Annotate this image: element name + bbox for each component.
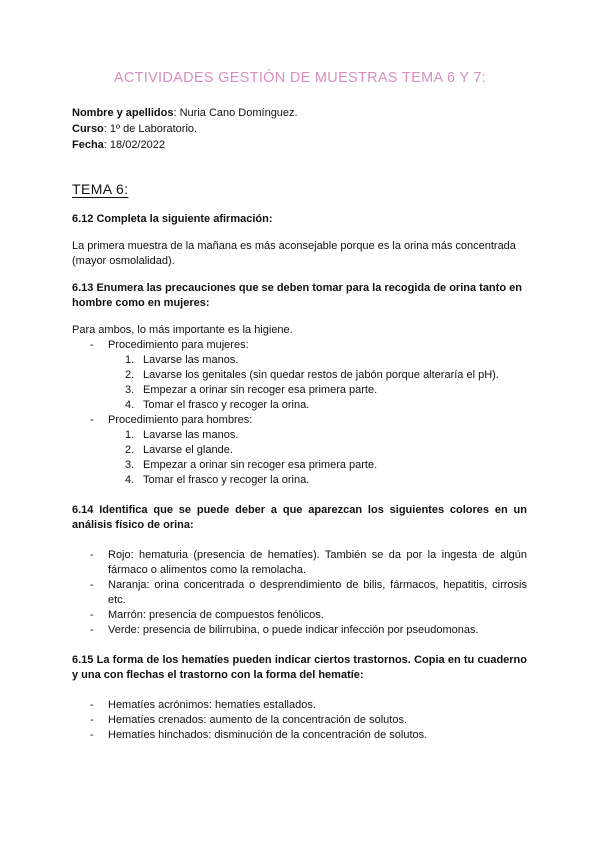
list-item: 3. Empezar a orinar sin recoger esa primera parte.	[125, 384, 378, 396]
procedure-men	[72, 413, 527, 488]
answer-6-13-intro: Para ambos, lo más importante es la higiene.	[72, 324, 293, 336]
procedure-women	[72, 338, 527, 413]
list-item: - Rojo: hematuria (presencia de hematíes). También se da por la ingesta de algún fármaco o alimentos como la remolacha.	[72, 548, 527, 578]
date-line	[72, 137, 298, 153]
list-item: 2. Lavarse los genitales (sin quedar restos de jabón porque alteraría el pH).	[125, 369, 499, 381]
date-label: Fecha	[72, 139, 104, 151]
list-item: - Hematíes crenados: aumento de la concentración de solutos.	[72, 713, 527, 728]
course-label: Curso	[72, 123, 104, 135]
name-value: : Nuria Cano Domínguez.	[173, 107, 298, 119]
procedure-men-label: Procedimiento para hombres:	[108, 414, 253, 426]
section-title: TEMA 6:	[72, 181, 129, 197]
erythrocyte-shapes-list	[72, 698, 527, 743]
list-item: - Marrón: presencia de compuestos fenólicos.	[72, 608, 527, 623]
list-item: 2. Lavarse el glande.	[125, 444, 233, 456]
document-title: ACTIVIDADES GESTIÓN DE MUESTRAS TEMA 6 Y 7:	[113, 70, 487, 86]
men-steps	[72, 428, 527, 488]
name-line	[72, 105, 298, 121]
women-steps	[72, 353, 527, 413]
procedures-list	[72, 338, 527, 488]
list-item: 3. Empezar a orinar sin recoger esa primera parte.	[125, 459, 378, 471]
list-item: - Naranja: orina concentrada o desprendimiento de bilis, fármacos, hepatitis, cirrosis etc.	[72, 578, 527, 608]
document-body	[72, 212, 527, 743]
list-item: - Hematíes acrónimos: hematíes estallados.	[72, 698, 527, 713]
list-item: 4. Tomar el frasco y recoger la orina.	[125, 399, 310, 411]
question-6-14: 6.14 Identifica que se puede deber a que aparezcan los siguientes colores en un análisis físico de orina:	[72, 504, 527, 531]
student-info	[72, 105, 298, 153]
list-item: 4. Tomar el frasco y recoger la orina.	[125, 474, 310, 486]
date-value: : 18/02/2022	[103, 139, 165, 151]
question-6-12: 6.12 Completa la siguiente afirmación:	[72, 213, 273, 225]
procedure-women-label: Procedimiento para mujeres:	[108, 339, 249, 351]
answer-6-12: La primera muestra de la mañana es más aconsejable porque es la orina más concentrada (mayor osmolalidad).	[72, 240, 516, 267]
colors-list	[72, 548, 527, 638]
course-value: : 1º de Laboratorio.	[103, 123, 198, 135]
list-item: 1. Lavarse las manos.	[125, 429, 239, 441]
name-label: Nombre y apellidos	[72, 107, 174, 119]
question-6-15: 6.15 La forma de los hematíes pueden indicar ciertos trastornos. Copia en tu cuaderno y una con flechas el trastorno con la forma del hematíe:	[72, 654, 527, 681]
question-6-13: 6.13 Enumera las precauciones que se deben tomar para la recogida de orina tanto en hombre como en mujeres:	[72, 282, 522, 309]
course-line	[72, 121, 298, 137]
list-item: - Hematíes hinchados: disminución de la concentración de solutos.	[72, 728, 527, 743]
list-item: - Verde: presencia de bilirrubina, o puede indicar infección por pseudomonas.	[72, 623, 527, 638]
list-item: 1. Lavarse las manos.	[125, 354, 239, 366]
